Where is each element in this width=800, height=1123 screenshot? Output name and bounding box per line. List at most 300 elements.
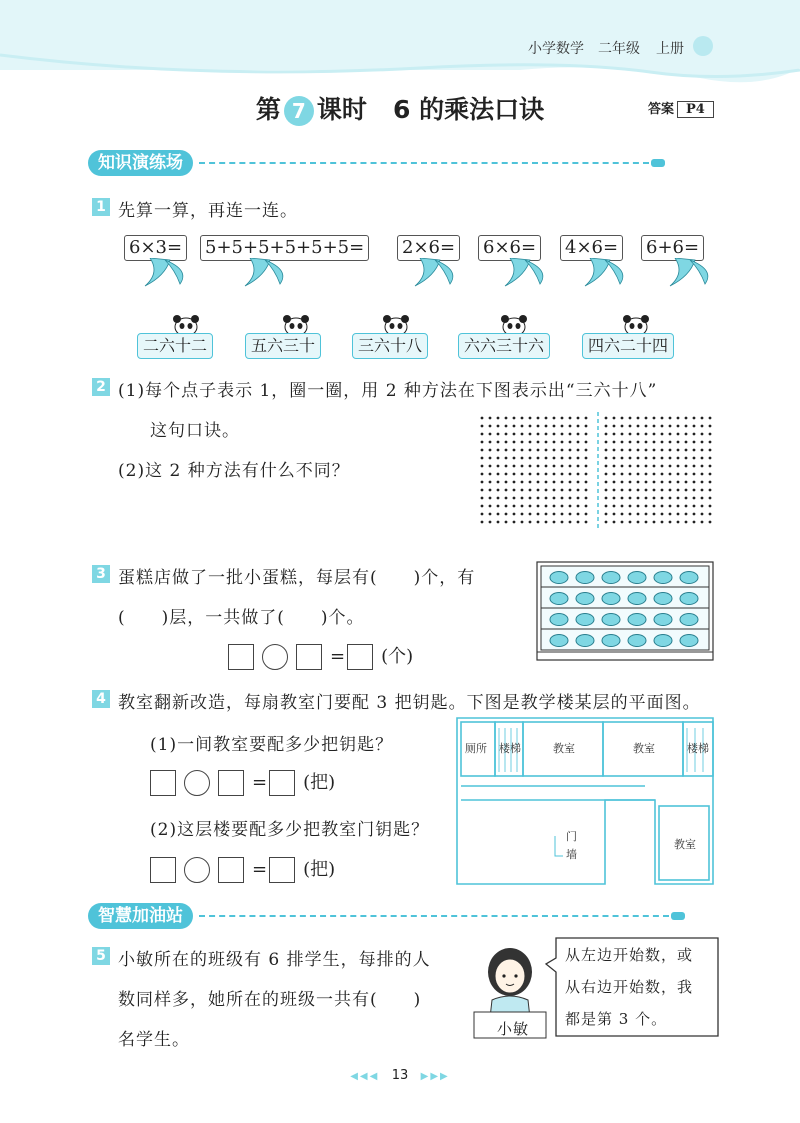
grid-dot[interactable] <box>585 433 588 436</box>
grid-dot[interactable] <box>497 505 500 508</box>
grid-dot[interactable] <box>545 513 548 516</box>
grid-dot[interactable] <box>521 433 524 436</box>
answer-box[interactable] <box>150 770 176 796</box>
grid-dot[interactable] <box>545 481 548 484</box>
grid-dot[interactable] <box>661 481 664 484</box>
grid-dot[interactable] <box>701 513 704 516</box>
grid-dot[interactable] <box>653 417 656 420</box>
grid-dot[interactable] <box>577 513 580 516</box>
grid-dot[interactable] <box>677 497 680 500</box>
grid-dot[interactable] <box>629 441 632 444</box>
grid-dot[interactable] <box>537 449 540 452</box>
grid-dot[interactable] <box>677 465 680 468</box>
grid-dot[interactable] <box>585 521 588 524</box>
grid-dot[interactable] <box>513 441 516 444</box>
answer-box[interactable] <box>269 770 295 796</box>
grid-dot[interactable] <box>637 489 640 492</box>
grid-dot[interactable] <box>505 465 508 468</box>
grid-dot[interactable] <box>561 505 564 508</box>
grid-dot[interactable] <box>709 521 712 524</box>
grid-dot[interactable] <box>701 521 704 524</box>
grid-dot[interactable] <box>489 481 492 484</box>
grid-dot[interactable] <box>613 481 616 484</box>
grid-dot[interactable] <box>569 481 572 484</box>
grid-dot[interactable] <box>677 521 680 524</box>
grid-dot[interactable] <box>553 417 556 420</box>
grid-dot[interactable] <box>605 465 608 468</box>
grid-dot[interactable] <box>561 441 564 444</box>
grid-dot[interactable] <box>661 449 664 452</box>
grid-dot[interactable] <box>497 497 500 500</box>
grid-dot[interactable] <box>585 425 588 428</box>
grid-dot[interactable] <box>481 465 484 468</box>
grid-dot[interactable] <box>661 513 664 516</box>
grid-dot[interactable] <box>645 473 648 476</box>
grid-dot[interactable] <box>677 481 680 484</box>
grid-dot[interactable] <box>513 473 516 476</box>
grid-dot[interactable] <box>569 521 572 524</box>
grid-dot[interactable] <box>693 521 696 524</box>
expression-box[interactable]: 5+5+5+5+5+5= <box>200 235 369 261</box>
grid-dot[interactable] <box>585 497 588 500</box>
grid-dot[interactable] <box>613 489 616 492</box>
grid-dot[interactable] <box>685 481 688 484</box>
grid-dot[interactable] <box>693 481 696 484</box>
grid-dot[interactable] <box>489 457 492 460</box>
grid-dot[interactable] <box>669 425 672 428</box>
grid-dot[interactable] <box>537 417 540 420</box>
grid-dot[interactable] <box>489 521 492 524</box>
grid-dot[interactable] <box>645 513 648 516</box>
grid-dot[interactable] <box>629 425 632 428</box>
grid-dot[interactable] <box>653 513 656 516</box>
grid-dot[interactable] <box>553 433 556 436</box>
grid-dot[interactable] <box>561 433 564 436</box>
grid-dot[interactable] <box>545 497 548 500</box>
grid-dot[interactable] <box>709 513 712 516</box>
grid-dot[interactable] <box>613 497 616 500</box>
grid-dot[interactable] <box>481 505 484 508</box>
grid-dot[interactable] <box>629 457 632 460</box>
operator-circle[interactable] <box>184 857 210 883</box>
grid-dot[interactable] <box>629 417 632 420</box>
grid-dot[interactable] <box>529 481 532 484</box>
grid-dot[interactable] <box>561 417 564 420</box>
grid-dot[interactable] <box>569 497 572 500</box>
grid-dot[interactable] <box>653 505 656 508</box>
grid-dot[interactable] <box>489 449 492 452</box>
grid-dot[interactable] <box>553 513 556 516</box>
grid-dot[interactable] <box>669 497 672 500</box>
grid-dot[interactable] <box>521 489 524 492</box>
grid-dot[interactable] <box>513 489 516 492</box>
grid-dot[interactable] <box>661 441 664 444</box>
grid-dot[interactable] <box>537 489 540 492</box>
grid-dot[interactable] <box>605 457 608 460</box>
answer-box[interactable] <box>347 644 373 670</box>
grid-dot[interactable] <box>521 441 524 444</box>
grid-dot[interactable] <box>489 505 492 508</box>
grid-dot[interactable] <box>529 425 532 428</box>
expression-box[interactable]: 6+6= <box>641 235 704 261</box>
grid-dot[interactable] <box>693 441 696 444</box>
grid-dot[interactable] <box>505 433 508 436</box>
grid-dot[interactable] <box>529 513 532 516</box>
grid-dot[interactable] <box>621 433 624 436</box>
grid-dot[interactable] <box>693 505 696 508</box>
grid-dot[interactable] <box>637 505 640 508</box>
grid-dot[interactable] <box>553 425 556 428</box>
grid-dot[interactable] <box>637 465 640 468</box>
grid-dot[interactable] <box>701 433 704 436</box>
grid-dot[interactable] <box>645 521 648 524</box>
grid-dot[interactable] <box>577 433 580 436</box>
grid-dot[interactable] <box>537 505 540 508</box>
grid-dot[interactable] <box>605 497 608 500</box>
grid-dot[interactable] <box>629 513 632 516</box>
grid-dot[interactable] <box>497 521 500 524</box>
grid-dot[interactable] <box>513 425 516 428</box>
grid-dot[interactable] <box>529 497 532 500</box>
grid-dot[interactable] <box>701 425 704 428</box>
grid-dot[interactable] <box>489 441 492 444</box>
grid-dot[interactable] <box>605 441 608 444</box>
operator-circle[interactable] <box>184 770 210 796</box>
grid-dot[interactable] <box>569 417 572 420</box>
grid-dot[interactable] <box>685 457 688 460</box>
grid-dot[interactable] <box>621 489 624 492</box>
grid-dot[interactable] <box>637 425 640 428</box>
grid-dot[interactable] <box>637 473 640 476</box>
grid-dot[interactable] <box>653 433 656 436</box>
grid-dot[interactable] <box>693 465 696 468</box>
grid-dot[interactable] <box>585 449 588 452</box>
grid-dot[interactable] <box>545 425 548 428</box>
grid-dot[interactable] <box>537 497 540 500</box>
grid-dot[interactable] <box>693 457 696 460</box>
grid-dot[interactable] <box>521 481 524 484</box>
grid-dot[interactable] <box>513 465 516 468</box>
grid-dot[interactable] <box>497 513 500 516</box>
grid-dot[interactable] <box>613 465 616 468</box>
expression-box[interactable]: 6×6= <box>478 235 541 261</box>
grid-dot[interactable] <box>481 457 484 460</box>
grid-dot[interactable] <box>677 433 680 436</box>
grid-dot[interactable] <box>709 505 712 508</box>
grid-dot[interactable] <box>693 449 696 452</box>
grid-dot[interactable] <box>653 425 656 428</box>
grid-dot[interactable] <box>669 457 672 460</box>
grid-dot[interactable] <box>521 465 524 468</box>
grid-dot[interactable] <box>645 465 648 468</box>
grid-dot[interactable] <box>685 473 688 476</box>
grid-dot[interactable] <box>629 489 632 492</box>
grid-dot[interactable] <box>621 481 624 484</box>
grid-dot[interactable] <box>513 521 516 524</box>
grid-dot[interactable] <box>685 521 688 524</box>
grid-dot[interactable] <box>489 465 492 468</box>
grid-dot[interactable] <box>685 433 688 436</box>
grid-dot[interactable] <box>605 417 608 420</box>
grid-dot[interactable] <box>521 505 524 508</box>
grid-dot[interactable] <box>645 489 648 492</box>
grid-dot[interactable] <box>677 441 680 444</box>
grid-dot[interactable] <box>629 449 632 452</box>
grid-dot[interactable] <box>577 425 580 428</box>
grid-dot[interactable] <box>653 497 656 500</box>
grid-dot[interactable] <box>645 505 648 508</box>
grid-dot[interactable] <box>481 481 484 484</box>
grid-dot[interactable] <box>709 473 712 476</box>
grid-dot[interactable] <box>605 489 608 492</box>
grid-dot[interactable] <box>553 473 556 476</box>
grid-dot[interactable] <box>561 489 564 492</box>
answer-reference[interactable]: 答案 P4 <box>648 98 714 118</box>
grid-dot[interactable] <box>529 465 532 468</box>
grid-dot[interactable] <box>605 481 608 484</box>
grid-dot[interactable] <box>585 457 588 460</box>
grid-dot[interactable] <box>513 513 516 516</box>
grid-dot[interactable] <box>613 449 616 452</box>
grid-dot[interactable] <box>489 433 492 436</box>
grid-dot[interactable] <box>537 513 540 516</box>
grid-dot[interactable] <box>545 465 548 468</box>
grid-dot[interactable] <box>481 425 484 428</box>
grid-dot[interactable] <box>505 473 508 476</box>
grid-dot[interactable] <box>637 481 640 484</box>
grid-dot[interactable] <box>645 441 648 444</box>
grid-dot[interactable] <box>621 441 624 444</box>
grid-dot[interactable] <box>669 505 672 508</box>
grid-dot[interactable] <box>481 433 484 436</box>
grid-dot[interactable] <box>481 521 484 524</box>
grid-dot[interactable] <box>613 417 616 420</box>
grid-dot[interactable] <box>693 489 696 492</box>
grid-dot[interactable] <box>677 457 680 460</box>
grid-dot[interactable] <box>621 473 624 476</box>
grid-dot[interactable] <box>629 465 632 468</box>
answer-box[interactable] <box>218 857 244 883</box>
grid-dot[interactable] <box>685 417 688 420</box>
grid-dot[interactable] <box>677 513 680 516</box>
grid-dot[interactable] <box>497 425 500 428</box>
grid-dot[interactable] <box>685 505 688 508</box>
grid-dot[interactable] <box>701 473 704 476</box>
grid-dot[interactable] <box>577 497 580 500</box>
grid-dot[interactable] <box>513 417 516 420</box>
grid-dot[interactable] <box>637 457 640 460</box>
grid-dot[interactable] <box>629 473 632 476</box>
grid-dot[interactable] <box>561 465 564 468</box>
grid-dot[interactable] <box>701 465 704 468</box>
grid-dot[interactable] <box>521 457 524 460</box>
grid-dot[interactable] <box>569 489 572 492</box>
grid-dot[interactable] <box>701 457 704 460</box>
grid-dot[interactable] <box>669 489 672 492</box>
grid-dot[interactable] <box>553 441 556 444</box>
grid-dot[interactable] <box>669 417 672 420</box>
grid-dot[interactable] <box>505 449 508 452</box>
grid-dot[interactable] <box>497 449 500 452</box>
grid-dot[interactable] <box>529 417 532 420</box>
grid-dot[interactable] <box>481 441 484 444</box>
grid-dot[interactable] <box>693 425 696 428</box>
grid-dot[interactable] <box>537 457 540 460</box>
grid-dot[interactable] <box>709 481 712 484</box>
grid-dot[interactable] <box>529 489 532 492</box>
grid-dot[interactable] <box>693 513 696 516</box>
grid-dot[interactable] <box>545 521 548 524</box>
grid-dot[interactable] <box>489 417 492 420</box>
answer-box[interactable] <box>218 770 244 796</box>
grid-dot[interactable] <box>645 457 648 460</box>
grid-dot[interactable] <box>661 473 664 476</box>
grid-dot[interactable] <box>561 457 564 460</box>
grid-dot[interactable] <box>561 425 564 428</box>
grid-dot[interactable] <box>585 481 588 484</box>
grid-dot[interactable] <box>685 489 688 492</box>
grid-dot[interactable] <box>505 457 508 460</box>
grid-dot[interactable] <box>553 497 556 500</box>
grid-dot[interactable] <box>569 457 572 460</box>
grid-dot[interactable] <box>605 449 608 452</box>
grid-dot[interactable] <box>637 497 640 500</box>
grid-dot[interactable] <box>629 481 632 484</box>
grid-dot[interactable] <box>553 521 556 524</box>
grid-dot[interactable] <box>645 433 648 436</box>
grid-dot[interactable] <box>685 497 688 500</box>
grid-dot[interactable] <box>677 505 680 508</box>
grid-dot[interactable] <box>545 505 548 508</box>
grid-dot[interactable] <box>621 497 624 500</box>
grid-dot[interactable] <box>709 417 712 420</box>
grid-dot[interactable] <box>605 433 608 436</box>
grid-dot[interactable] <box>577 457 580 460</box>
grid-dot[interactable] <box>521 497 524 500</box>
grid-dot[interactable] <box>629 433 632 436</box>
floor-plan[interactable] <box>455 716 715 886</box>
grid-dot[interactable] <box>661 457 664 460</box>
grid-dot[interactable] <box>693 497 696 500</box>
grid-dot[interactable] <box>585 489 588 492</box>
grid-dot[interactable] <box>613 433 616 436</box>
grid-dot[interactable] <box>545 473 548 476</box>
grid-dot[interactable] <box>645 497 648 500</box>
grid-dot[interactable] <box>661 505 664 508</box>
grid-dot[interactable] <box>709 489 712 492</box>
grid-dot[interactable] <box>545 417 548 420</box>
grid-dot[interactable] <box>561 473 564 476</box>
grid-dot[interactable] <box>577 505 580 508</box>
grid-dot[interactable] <box>529 521 532 524</box>
grid-dot[interactable] <box>677 489 680 492</box>
grid-dot[interactable] <box>545 449 548 452</box>
grid-dot[interactable] <box>661 465 664 468</box>
grid-dot[interactable] <box>553 489 556 492</box>
grid-dot[interactable] <box>561 513 564 516</box>
grid-dot[interactable] <box>585 473 588 476</box>
grid-dot[interactable] <box>669 521 672 524</box>
grid-dot[interactable] <box>545 433 548 436</box>
grid-dot[interactable] <box>605 521 608 524</box>
grid-dot[interactable] <box>629 505 632 508</box>
grid-dot[interactable] <box>677 425 680 428</box>
grid-dot[interactable] <box>637 513 640 516</box>
rhyme-card[interactable]: 二六十二 <box>137 333 213 359</box>
grid-dot[interactable] <box>637 441 640 444</box>
grid-dot[interactable] <box>561 497 564 500</box>
grid-dot[interactable] <box>513 505 516 508</box>
grid-dot[interactable] <box>653 449 656 452</box>
grid-dot[interactable] <box>701 441 704 444</box>
grid-dot[interactable] <box>497 417 500 420</box>
grid-dot[interactable] <box>537 481 540 484</box>
grid-dot[interactable] <box>701 481 704 484</box>
grid-dot[interactable] <box>685 513 688 516</box>
grid-dot[interactable] <box>537 465 540 468</box>
grid-dot[interactable] <box>545 441 548 444</box>
grid-dot[interactable] <box>653 521 656 524</box>
grid-dot[interactable] <box>481 489 484 492</box>
grid-dot[interactable] <box>669 465 672 468</box>
grid-dot[interactable] <box>621 513 624 516</box>
grid-dot[interactable] <box>569 473 572 476</box>
grid-dot[interactable] <box>621 521 624 524</box>
grid-dot[interactable] <box>645 417 648 420</box>
grid-dot[interactable] <box>621 425 624 428</box>
grid-dot[interactable] <box>693 433 696 436</box>
grid-dot[interactable] <box>561 481 564 484</box>
grid-dot[interactable] <box>497 489 500 492</box>
grid-dot[interactable] <box>653 481 656 484</box>
grid-dot[interactable] <box>497 433 500 436</box>
grid-dot[interactable] <box>505 441 508 444</box>
grid-dot[interactable] <box>621 417 624 420</box>
grid-dot[interactable] <box>645 481 648 484</box>
rhyme-card[interactable]: 五六三十 <box>245 333 321 359</box>
grid-dot[interactable] <box>637 449 640 452</box>
grid-dot[interactable] <box>613 521 616 524</box>
grid-dot[interactable] <box>577 473 580 476</box>
grid-dot[interactable] <box>653 465 656 468</box>
grid-dot[interactable] <box>637 521 640 524</box>
grid-dot[interactable] <box>693 473 696 476</box>
grid-dot[interactable] <box>669 481 672 484</box>
grid-dot[interactable] <box>653 473 656 476</box>
grid-dot[interactable] <box>605 473 608 476</box>
grid-dot[interactable] <box>577 521 580 524</box>
grid-dot[interactable] <box>709 497 712 500</box>
grid-dot[interactable] <box>505 481 508 484</box>
grid-dot[interactable] <box>669 449 672 452</box>
grid-dot[interactable] <box>537 433 540 436</box>
grid-dot[interactable] <box>685 449 688 452</box>
grid-dot[interactable] <box>529 449 532 452</box>
grid-dot[interactable] <box>529 473 532 476</box>
grid-dot[interactable] <box>497 473 500 476</box>
grid-dot[interactable] <box>677 449 680 452</box>
grid-dot[interactable] <box>481 417 484 420</box>
expression-box[interactable]: 4×6= <box>560 235 623 261</box>
grid-dot[interactable] <box>653 489 656 492</box>
grid-dot[interactable] <box>629 497 632 500</box>
grid-dot[interactable] <box>513 433 516 436</box>
grid-dot[interactable] <box>577 441 580 444</box>
grid-dot[interactable] <box>489 425 492 428</box>
grid-dot[interactable] <box>661 425 664 428</box>
grid-dot[interactable] <box>637 417 640 420</box>
grid-dot[interactable] <box>529 441 532 444</box>
